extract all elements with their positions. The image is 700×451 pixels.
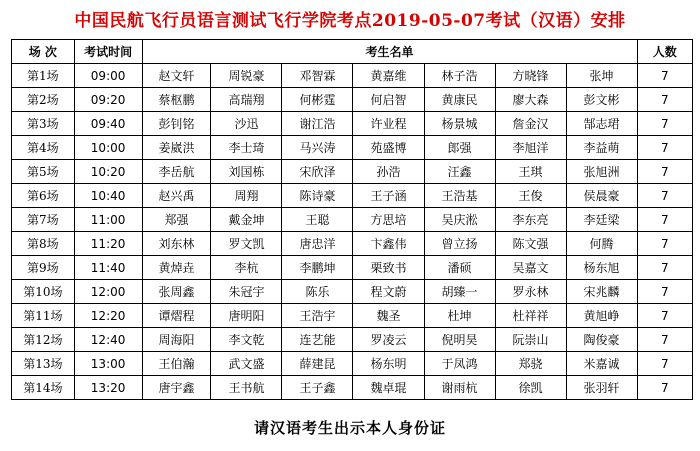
count-cell: 7 xyxy=(637,184,692,208)
candidate-name-cell: 侯晨豪 xyxy=(566,184,637,208)
count-cell: 7 xyxy=(637,136,692,160)
table-row xyxy=(12,208,693,232)
candidate-name-cell: 魏卓琨 xyxy=(353,376,424,400)
candidate-name-cell: 沙迅 xyxy=(211,112,282,136)
session-cell: 第9场 xyxy=(12,256,75,280)
count-cell: 7 xyxy=(637,328,692,352)
candidate-name-cell: 王子涵 xyxy=(353,184,424,208)
candidate-name-cell: 郜志珺 xyxy=(566,112,637,136)
candidate-name-cell: 何腾 xyxy=(566,232,637,256)
session-cell: 第4场 xyxy=(12,136,75,160)
candidate-name-cell: 陈诗豪 xyxy=(282,184,353,208)
candidate-name-cell: 罗凌云 xyxy=(353,328,424,352)
candidate-name-cell: 李廷梁 xyxy=(566,208,637,232)
candidate-name-cell: 王子鑫 xyxy=(282,376,353,400)
candidate-name-cell: 王伯瀚 xyxy=(142,352,211,376)
candidate-name-cell: 高瑞翔 xyxy=(211,88,282,112)
candidate-name-cell: 方晓锋 xyxy=(495,64,566,88)
candidate-name-cell: 唐明阳 xyxy=(211,304,282,328)
time-cell: 10:20 xyxy=(74,160,142,184)
table-row xyxy=(12,376,693,400)
schedule-table xyxy=(11,39,693,400)
session-cell: 第2场 xyxy=(12,88,75,112)
candidate-name-cell: 连艺能 xyxy=(282,328,353,352)
candidate-name-cell: 黄康民 xyxy=(424,88,495,112)
table-row xyxy=(12,88,693,112)
candidate-name-cell: 郑骁 xyxy=(495,352,566,376)
candidate-name-cell: 许业程 xyxy=(353,112,424,136)
candidate-name-cell: 徐凯 xyxy=(495,376,566,400)
candidate-name-cell: 武文盛 xyxy=(211,352,282,376)
count-cell: 7 xyxy=(637,64,692,88)
time-cell: 11:40 xyxy=(74,256,142,280)
count-cell: 7 xyxy=(637,280,692,304)
candidate-name-cell: 程文蔚 xyxy=(353,280,424,304)
table-row xyxy=(12,160,693,184)
time-cell: 12:00 xyxy=(74,280,142,304)
candidate-name-cell: 谢雨杭 xyxy=(424,376,495,400)
candidate-name-cell: 孙浩 xyxy=(353,160,424,184)
count-cell: 7 xyxy=(637,160,692,184)
candidate-name-cell: 魏圣 xyxy=(353,304,424,328)
time-cell: 10:00 xyxy=(74,136,142,160)
candidate-name-cell: 何彬霆 xyxy=(282,88,353,112)
candidate-name-cell: 黄嘉维 xyxy=(353,64,424,88)
candidate-name-cell: 薛建昆 xyxy=(282,352,353,376)
candidate-name-cell: 李士琦 xyxy=(211,136,282,160)
time-cell: 11:20 xyxy=(74,232,142,256)
candidate-name-cell: 王聪 xyxy=(282,208,353,232)
time-cell: 10:40 xyxy=(74,184,142,208)
count-cell: 7 xyxy=(637,352,692,376)
footer-note: 请汉语考生出示本人身份证 xyxy=(253,419,446,437)
candidate-name-cell: 周海阳 xyxy=(142,328,211,352)
session-cell: 第6场 xyxy=(12,184,75,208)
count-cell: 7 xyxy=(637,304,692,328)
candidate-name-cell: 郑强 xyxy=(142,208,211,232)
candidate-name-cell: 彭文彬 xyxy=(566,88,637,112)
time-cell: 09:00 xyxy=(74,64,142,88)
candidate-name-cell: 李文乾 xyxy=(211,328,282,352)
count-cell: 7 xyxy=(637,88,692,112)
candidate-name-cell: 何启智 xyxy=(353,88,424,112)
candidate-name-cell: 曾立扬 xyxy=(424,232,495,256)
candidate-name-cell: 罗永林 xyxy=(495,280,566,304)
session-cell: 第1场 xyxy=(12,64,75,88)
candidate-name-cell: 杨景城 xyxy=(424,112,495,136)
candidate-name-cell: 卞鑫伟 xyxy=(353,232,424,256)
candidate-name-cell: 陈乐 xyxy=(282,280,353,304)
table-row xyxy=(12,184,693,208)
candidate-name-cell: 李鹏坤 xyxy=(282,256,353,280)
session-cell: 第5场 xyxy=(12,160,75,184)
candidate-name-cell: 王浩基 xyxy=(424,184,495,208)
count-cell: 7 xyxy=(637,232,692,256)
candidate-name-cell: 周锐豪 xyxy=(211,64,282,88)
session-cell: 第14场 xyxy=(12,376,75,400)
candidate-name-cell: 廖大森 xyxy=(495,88,566,112)
table-row xyxy=(12,232,693,256)
candidate-name-cell: 苑盛博 xyxy=(353,136,424,160)
count-cell: 7 xyxy=(637,376,692,400)
candidate-name-cell: 谢江浩 xyxy=(282,112,353,136)
candidate-name-cell: 周翔 xyxy=(211,184,282,208)
header-time: 考试时间 xyxy=(74,40,142,64)
candidate-name-cell: 汪鑫 xyxy=(424,160,495,184)
candidate-name-cell: 王琪 xyxy=(495,160,566,184)
candidate-name-cell: 宋兆麟 xyxy=(566,280,637,304)
candidate-name-cell: 胡臻一 xyxy=(424,280,495,304)
table-body xyxy=(12,64,693,400)
header-names: 考生名单 xyxy=(142,40,637,64)
candidate-name-cell: 李旭洋 xyxy=(495,136,566,160)
candidate-name-cell: 赵文轩 xyxy=(142,64,211,88)
count-cell: 7 xyxy=(637,208,692,232)
candidate-name-cell: 张坤 xyxy=(566,64,637,88)
time-cell: 13:20 xyxy=(74,376,142,400)
count-cell: 7 xyxy=(637,256,692,280)
candidate-name-cell: 郎强 xyxy=(424,136,495,160)
session-cell: 第8场 xyxy=(12,232,75,256)
candidate-name-cell: 戴金坤 xyxy=(211,208,282,232)
candidate-name-cell: 姜崴洪 xyxy=(142,136,211,160)
candidate-name-cell: 陶俊豪 xyxy=(566,328,637,352)
table-row xyxy=(12,280,693,304)
candidate-name-cell: 林子浩 xyxy=(424,64,495,88)
candidate-name-cell: 王俊 xyxy=(495,184,566,208)
header-row xyxy=(12,40,693,64)
candidate-name-cell: 于凤鸿 xyxy=(424,352,495,376)
candidate-name-cell: 杨东明 xyxy=(353,352,424,376)
candidate-name-cell: 方思培 xyxy=(353,208,424,232)
candidate-name-cell: 王浩宇 xyxy=(282,304,353,328)
candidate-name-cell: 邓智霖 xyxy=(282,64,353,88)
candidate-name-cell: 杨东旭 xyxy=(566,256,637,280)
session-cell: 第12场 xyxy=(12,328,75,352)
candidate-name-cell: 詹金汉 xyxy=(495,112,566,136)
candidate-name-cell: 米嘉诚 xyxy=(566,352,637,376)
candidate-name-cell: 刘国栋 xyxy=(211,160,282,184)
time-cell: 12:20 xyxy=(74,304,142,328)
session-cell: 第10场 xyxy=(12,280,75,304)
header-session: 场 次 xyxy=(12,40,75,64)
candidate-name-cell: 刘东林 xyxy=(142,232,211,256)
header-count: 人数 xyxy=(637,40,692,64)
candidate-name-cell: 潘硕 xyxy=(424,256,495,280)
candidate-name-cell: 唐忠洋 xyxy=(282,232,353,256)
candidate-name-cell: 彭钊铭 xyxy=(142,112,211,136)
candidate-name-cell: 杜祥祥 xyxy=(495,304,566,328)
table-row xyxy=(12,352,693,376)
time-cell: 12:40 xyxy=(74,328,142,352)
session-cell: 第3场 xyxy=(12,112,75,136)
candidate-name-cell: 栗致书 xyxy=(353,256,424,280)
candidate-name-cell: 赵兴禹 xyxy=(142,184,211,208)
candidate-name-cell: 张羽轩 xyxy=(566,376,637,400)
candidate-name-cell: 黄旭峥 xyxy=(566,304,637,328)
candidate-name-cell: 李杭 xyxy=(211,256,282,280)
table-row xyxy=(12,328,693,352)
table-row xyxy=(12,64,693,88)
candidate-name-cell: 吴嘉文 xyxy=(495,256,566,280)
session-cell: 第13场 xyxy=(12,352,75,376)
candidate-name-cell: 朱冠宇 xyxy=(211,280,282,304)
candidate-name-cell: 王书航 xyxy=(211,376,282,400)
table-row xyxy=(12,304,693,328)
candidate-name-cell: 唐宇鑫 xyxy=(142,376,211,400)
candidate-name-cell: 马兴涛 xyxy=(282,136,353,160)
candidate-name-cell: 谭熠程 xyxy=(142,304,211,328)
table-row xyxy=(12,256,693,280)
time-cell: 09:40 xyxy=(74,112,142,136)
page-title: 中国民航飞行员语言测试飞行学院考点2019-05-07考试（汉语）安排 xyxy=(74,11,626,31)
candidate-name-cell: 李岳航 xyxy=(142,160,211,184)
candidate-name-cell: 杜坤 xyxy=(424,304,495,328)
table-row xyxy=(12,136,693,160)
candidate-name-cell: 张周鑫 xyxy=(142,280,211,304)
session-cell: 第7场 xyxy=(12,208,75,232)
candidate-name-cell: 宋欣泽 xyxy=(282,160,353,184)
candidate-name-cell: 罗文凯 xyxy=(211,232,282,256)
session-cell: 第11场 xyxy=(12,304,75,328)
candidate-name-cell: 蔡枢鹏 xyxy=(142,88,211,112)
candidate-name-cell: 倪明昊 xyxy=(424,328,495,352)
table-row xyxy=(12,112,693,136)
candidate-name-cell: 黄焯垚 xyxy=(142,256,211,280)
candidate-name-cell: 李益萌 xyxy=(566,136,637,160)
candidate-name-cell: 阮崇山 xyxy=(495,328,566,352)
time-cell: 09:20 xyxy=(74,88,142,112)
count-cell: 7 xyxy=(637,112,692,136)
candidate-name-cell: 吴庆淞 xyxy=(424,208,495,232)
candidate-name-cell: 陈文强 xyxy=(495,232,566,256)
candidate-name-cell: 张旭洲 xyxy=(566,160,637,184)
candidate-name-cell: 李东亮 xyxy=(495,208,566,232)
time-cell: 13:00 xyxy=(74,352,142,376)
time-cell: 11:00 xyxy=(74,208,142,232)
